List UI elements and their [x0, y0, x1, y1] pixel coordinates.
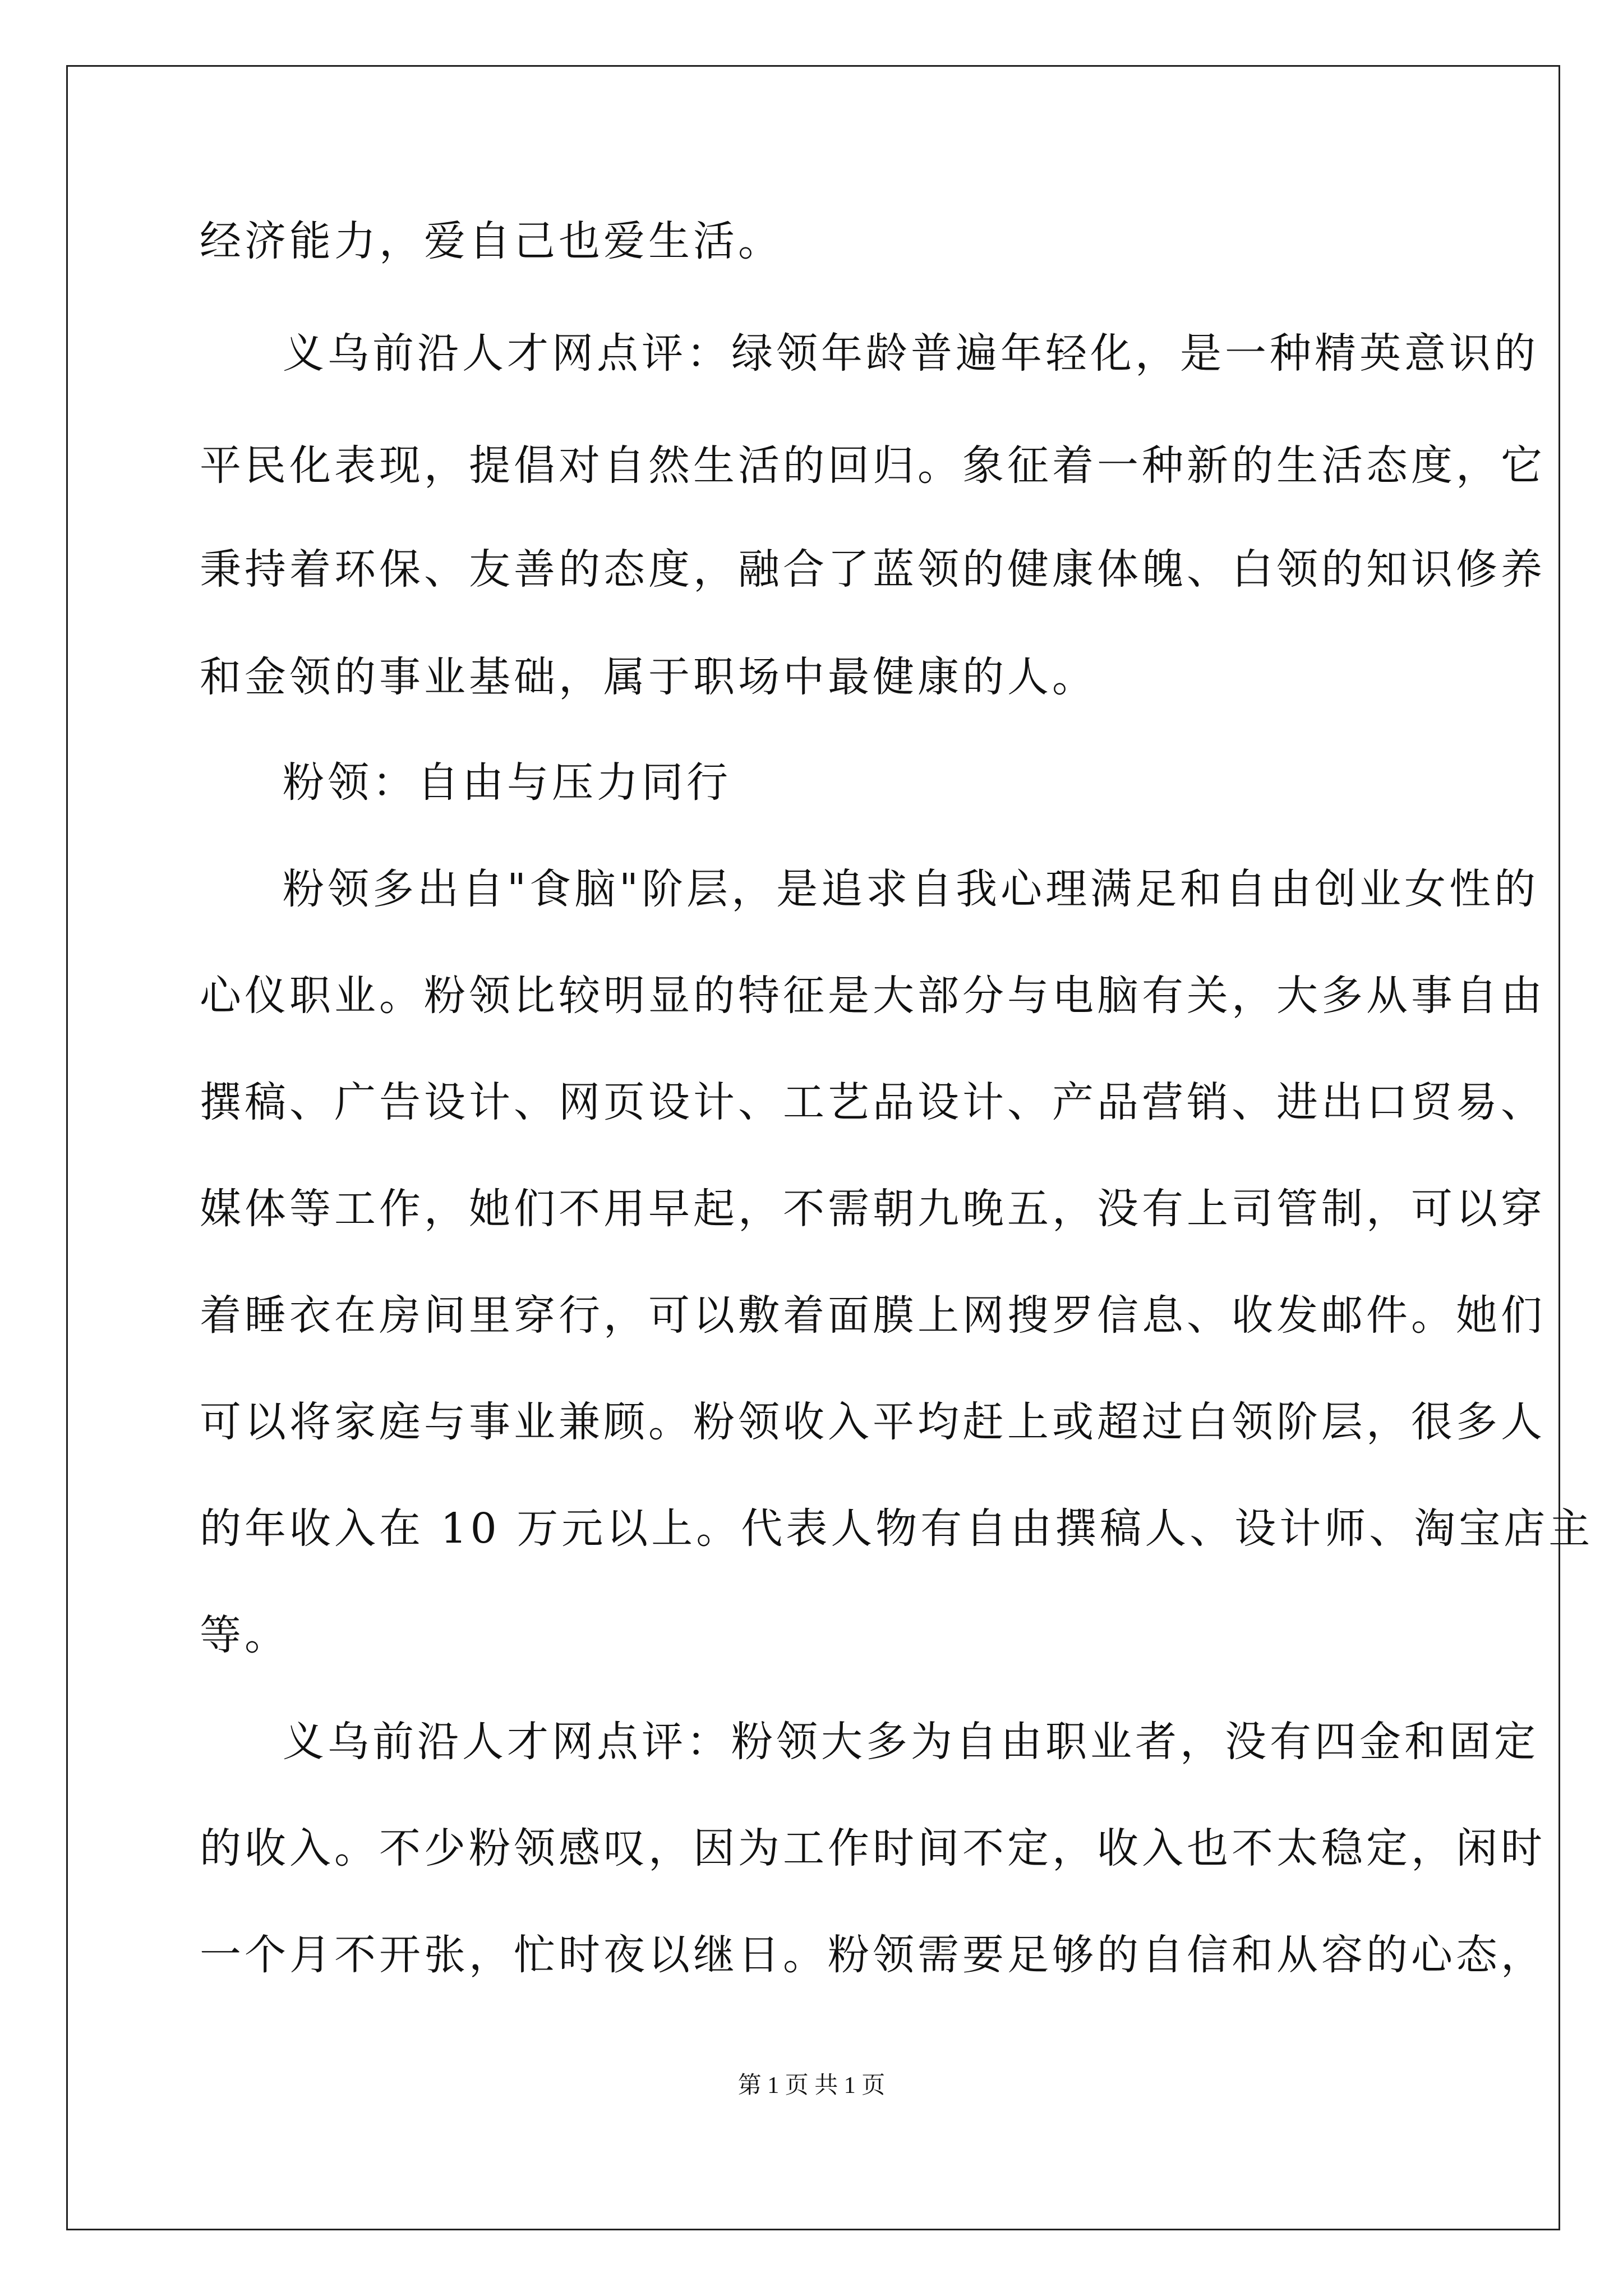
text-line: 媒体等工作，她们不用早起，不需朝九晚五，没有上司管制，可以穿: [200, 1185, 1546, 1233]
text-line: 平民化表现，提倡对自然生活的回归。象征着一种新的生活态度，它: [200, 441, 1546, 490]
paragraph-first-line: 义乌前沿人才网点评：绿领年龄普遍年轻化，是一种精英意识的: [283, 329, 1539, 378]
paragraph-first-line: 粉领多出自"食脑"阶层，是追求自我心理满足和自由创业女性的: [283, 865, 1539, 913]
text-line: 等。: [200, 1611, 289, 1659]
text-line: 的收入。不少粉领感叹，因为工作时间不定，收入也不太稳定，闲时: [200, 1824, 1546, 1872]
text-line: 可以将家庭与事业兼顾。粉领收入平均赶上或超过白领阶层，很多人: [200, 1398, 1546, 1446]
page-footer: 第 1 页 共 1 页: [737, 2073, 886, 2099]
text-line: 的年收入在 10 万元以上。代表人物有自由撰稿人、设计师、淘宝店主: [200, 1504, 1594, 1553]
text-line: 着睡衣在房间里穿行，可以敷着面膜上网搜罗信息、收发邮件。她们: [200, 1291, 1546, 1340]
text-line: 秉持着环保、友善的态度，融合了蓝领的健康体魄、白领的知识修养: [200, 545, 1546, 593]
text-line: 和金领的事业基础，属于职场中最健康的人。: [200, 653, 1097, 701]
section-heading: 粉领：自由与压力同行: [283, 758, 731, 807]
text-line: 撰稿、广告设计、网页设计、工艺品设计、产品营销、进出口贸易、: [200, 1078, 1546, 1126]
paragraph-first-line: 义乌前沿人才网点评：粉领大多为自由职业者，没有四金和固定: [283, 1718, 1539, 1766]
text-line: 一个月不开张，忙时夜以继日。粉领需要足够的自信和从容的心态，: [200, 1931, 1546, 1979]
text-line: 经济能力，爱自己也爱生活。: [200, 217, 783, 265]
text-line: 心仪职业。粉领比较明显的特征是大部分与电脑有关，大多从事自由: [200, 972, 1546, 1020]
page-border: [66, 65, 1560, 2230]
